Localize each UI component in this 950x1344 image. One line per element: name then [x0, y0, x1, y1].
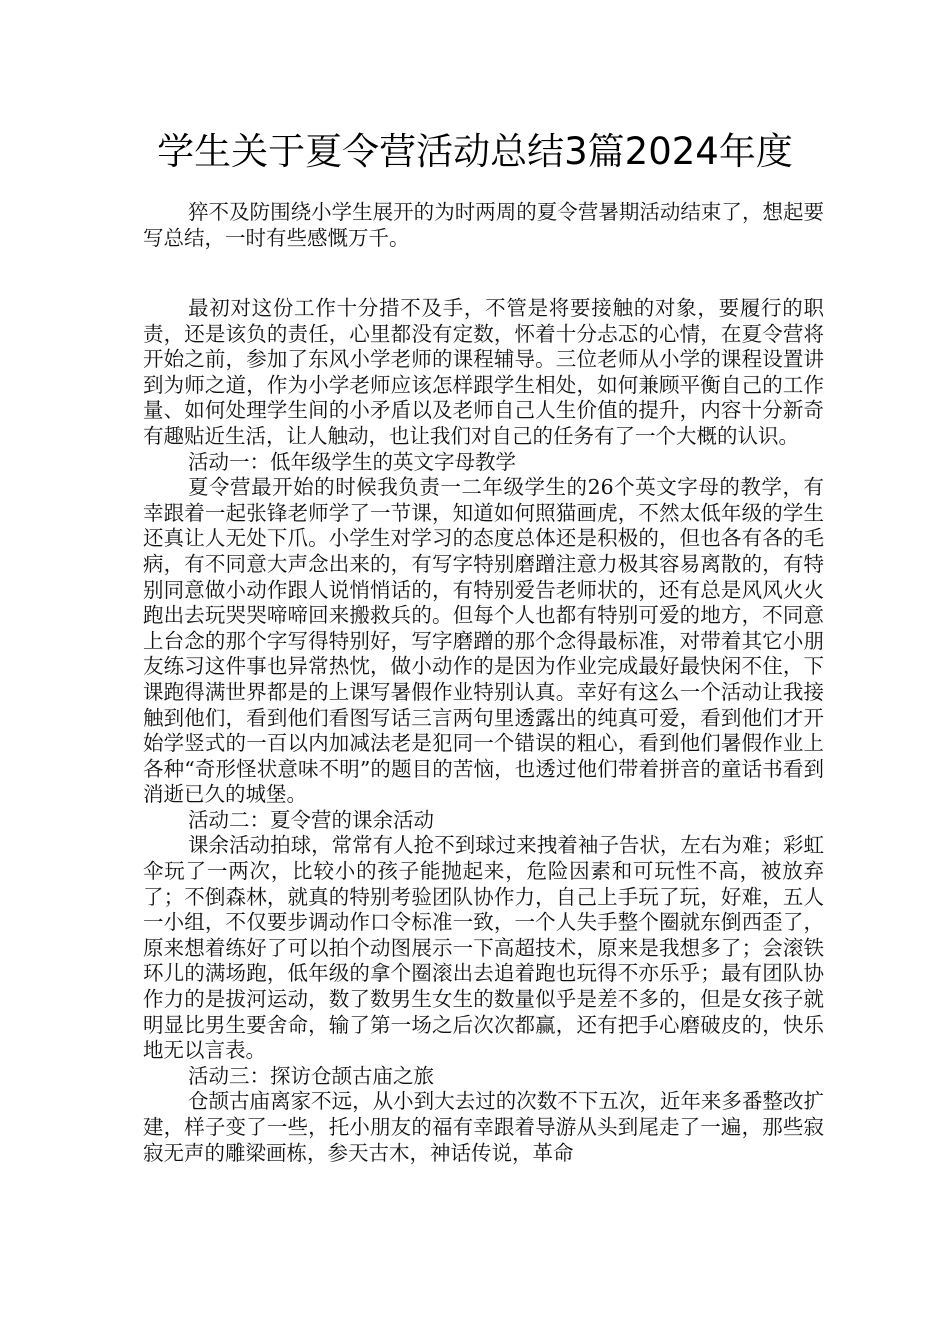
- activity2-paragraph: 课余活动拍球，常常有人抢不到球过来拽着袖子告状，左右为难；彩虹伞玩了一两次，比较小的孩子能抛起来，危险因素和可玩性不高，被放弃了；不倒森林，就真的特别考验团队协作力，自己上手玩了玩，好难，五人一小组，不仅要步调动作口令标准一致，一个人失手整个圈就东倒西歪了，原来想着练好了可以拍个动图展示一下高超技术，原来是我想多了；会滚铁环儿的满场跑，低年级的拿个圈滚出去追着跑也玩得不亦乐乎；最有团队协作力的是拔河运动，数了数男生女生的数量似乎是差不多的，但是女孩子就明显比男生要舍命，输了第一场之后次次都赢，还有把手心磨破皮的，快乐地无以言表。: [143, 833, 824, 1063]
- document-title: 学生关于夏令营活动总结3篇2024年度: [157, 130, 793, 173]
- main-body: [143, 296, 824, 1166]
- activity1-paragraph: 夏令营最开始的时候我负责一二年级学生的26个英文字母的教学，有幸跟着一起张锋老师学了一节课，知道如何照猫画虎，不然太低年级的学生还真让人无处下爪。小学生对学习的态度总体还是积极的，但也各有各的毛病，有不同意大声念出来的，有写字特别磨蹭注意力极其容易离散的，有特别同意做小动作跟人说悄悄话的，有特别爱告老师状的，还有总是风风火火跑出去玩哭哭啼啼回来搬救兵的。但每个人也都有特别可爱的地方，不同意上台念的那个字写得特别好，写字磨蹭的那个念得最标准，对带着其它小朋友练习这件事也异常热忱，做小动作的是因为作业完成最好最快闲不住，下课跑得满世界都是的上课写暑假作业特别认真。幸好有这么一个活动让我接触到他们，看到他们看图写话三言两句里透露出的纯真可爱，看到他们才开始学竖式的一百以内加减法老是犯同一个错误的粗心，看到他们暑假作业上各种“奇形怪状意味不明”的题目的苦恼，也透过他们带着拼音的童话书看到消逝已久的城堡。: [143, 475, 824, 807]
- activity3-heading: 活动三：探访仓颉古庙之旅: [188, 1063, 434, 1088]
- activity2-heading: 活动二：夏令营的课余活动: [188, 807, 434, 832]
- intro-paragraph: 猝不及防围绕小学生展开的为时两周的夏令营暑期活动结束了，想起要写总结，一时有些感慨万千。: [143, 200, 824, 250]
- activity1-heading: 活动一：低年级学生的英文字母教学: [188, 449, 516, 474]
- opening-paragraph: 最初对这份工作十分措不及手，不管是将要接触的对象，要履行的职责，还是该负的责任，心里都没有定数，怀着十分忐忑的心情，在夏令营将开始之前，参加了东风小学老师的课程辅导。三位老师从小学的课程设置讲到为师之道，作为小学老师应该怎样跟学生相处，如何兼顾平衡自己的工作量、如何处理学生间的小矛盾以及老师自己人生价值的提升，内容十分新奇有趣贴近生活，让人触动，也让我们对自己的任务有了一个大概的认识。: [143, 296, 824, 448]
- intro-section: [143, 200, 824, 251]
- activity3-paragraph: 仓颉古庙离家不远，从小到大去过的次数不下五次，近年来多番整改扩建，样子变了一些，托小朋友的福有幸跟着导游从头到尾走了一遍，那些寂寂无声的雕梁画栋，参天古木，神话传说，革命: [143, 1089, 824, 1165]
